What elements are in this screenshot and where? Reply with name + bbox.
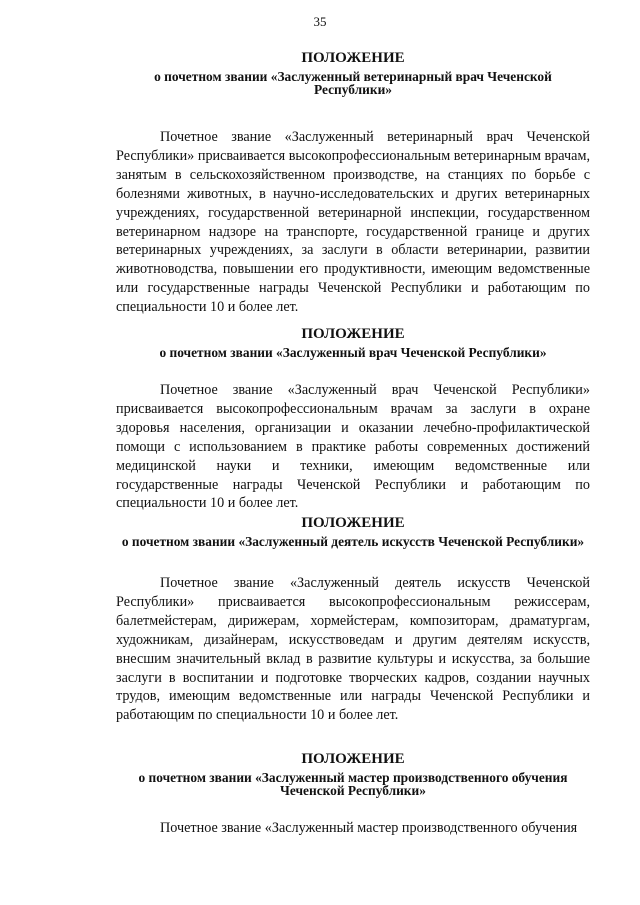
section-body: Почетное звание «Заслуженный деятель искусств Чеченской Республики» присваивается высокопрофессиональным режиссерам, балетмейстерам, дирижерам, хормейстерам, композиторам, драматургам, художникам, дизайнерам, искусствоведам и другим деятелям искусств, внесшим значительный вклад в развитие культуры и искусства, за большие заслуги в воспитании и подготовке творческих кадров, создании научных трудов, имеющим ведомственные или награды Чеченской Республики и работающим по специальности 10 и более лет. [116, 575, 590, 724]
section-subtitle: о почетном звании «Заслуженный ветеринарный врач Чеченской Республики» [154, 69, 552, 97]
page-number: 35 [313, 14, 327, 29]
section-title: ПОЛОЖЕНИЕ [301, 515, 405, 531]
section-body: Почетное звание «Заслуженный ветеринарный врач Чеченской Республики» присваивается высокопрофессиональным ветеринарным врачам, занятым в сельскохозяйственном производстве, на станциях по борьбе с болезнями животных, в научно-исследовательских и других ветеринарных учреждениях, государственной ветеринарной инспекции, государственном ветеринарном надзоре на транспорте, государственной границе и других ветеринарных учреждениях, за заслуги в области ветеринарии, развитии животноводства, повышении его продуктивности, имеющим ведомственные или государственные награды Чеченской Республики и работающим по специальности 10 и более лет. [116, 129, 590, 316]
section-title: ПОЛОЖЕНИЕ [301, 50, 405, 66]
section-subtitle: о почетном звании «Заслуженный врач Чеченской Республики» [159, 345, 547, 360]
section-title: ПОЛОЖЕНИЕ [301, 751, 405, 767]
section-subtitle: о почетном звании «Заслуженный мастер производственного обучения Чеченской Республики» [138, 770, 568, 798]
regulation-section-doctor [116, 326, 590, 513]
regulation-section-vocational-master [116, 751, 590, 838]
regulation-section-arts [116, 515, 590, 725]
section-subtitle: о почетном звании «Заслуженный деятель искусств Чеченской Республики» [121, 534, 585, 549]
section-body: Почетное звание «Заслуженный врач Чеченской Республики» присваивается высокопрофессиональным врачам за заслуги в охране здоровья населения, организации и оказании лечебно-профилактической помощи с использованием в практике работы современных достижений медицинской науки и техники, имеющим ведомственные или государственные награды Чеченской Республики и работающим по специальности 10 и более лет. [116, 382, 590, 512]
regulation-section-veterinary [116, 50, 590, 317]
section-title: ПОЛОЖЕНИЕ [301, 326, 405, 342]
section-body: Почетное звание «Заслуженный мастер производственного обучения [160, 820, 578, 836]
